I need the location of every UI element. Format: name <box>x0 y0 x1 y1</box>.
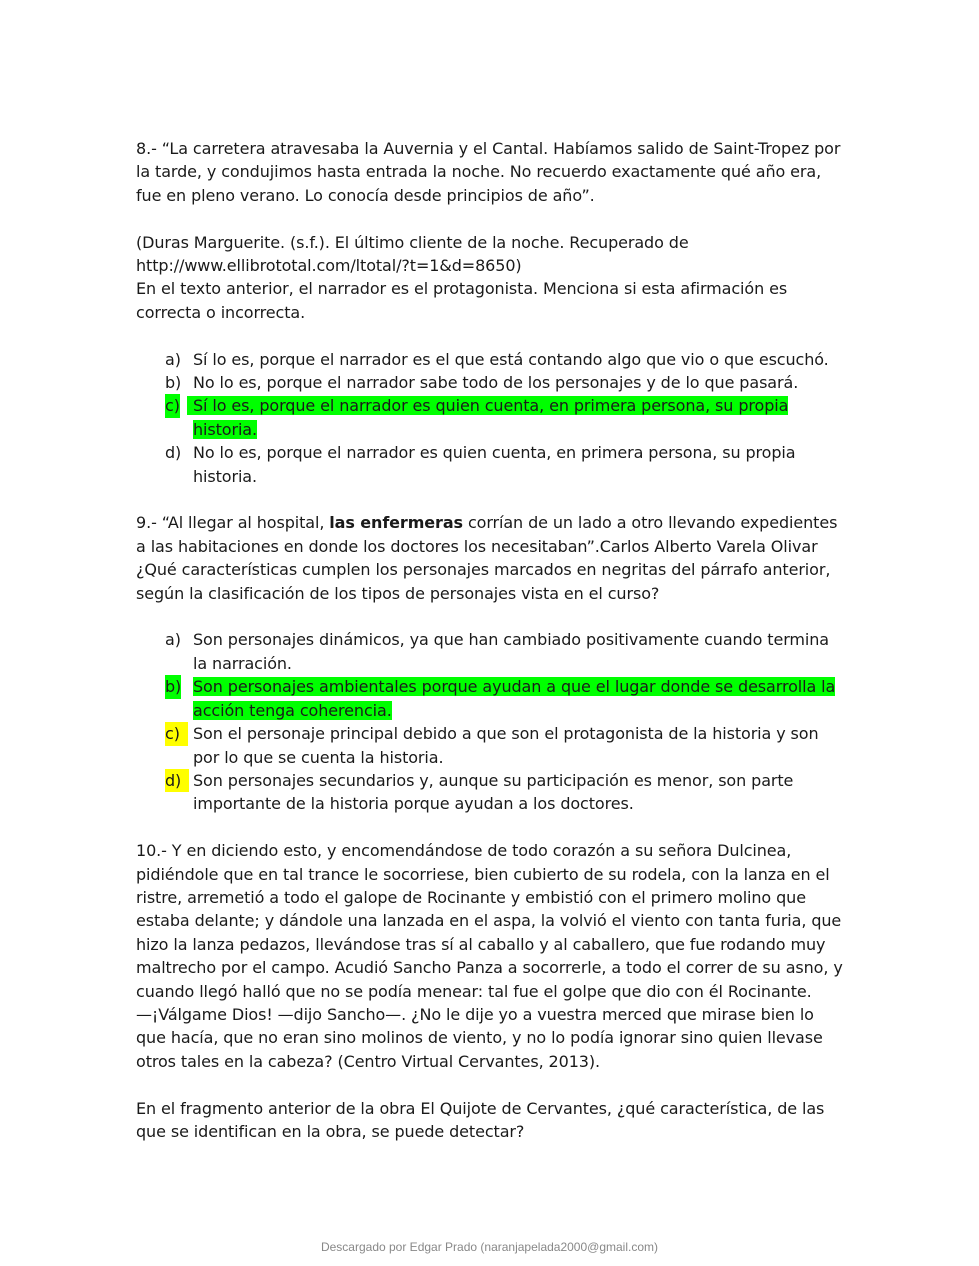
q10-question: En el fragmento anterior de la obra El Quijote de Cervantes, ¿qué característica, de las que se identifican en la obra, se puede detectar? <box>136 1098 825 1141</box>
q8-option-a-text: Sí lo es, porque el narrador es el que está contando algo que vio o que escuchó. <box>193 349 829 369</box>
q8-option-c <box>136 394 846 441</box>
q8-option-b <box>136 371 846 394</box>
q9-option-d <box>136 769 846 816</box>
q9-option-a-text: Son personajes dinámicos, ya que han cambiado positivamente cuando termina la narración. <box>193 630 829 673</box>
q8-option-d-text: No lo es, porque el narrador es quien cuenta, en primera persona, su propia historia. <box>193 443 796 486</box>
q9-option-a <box>136 628 846 675</box>
q9-option-b <box>136 675 846 722</box>
q9-option-c-text: Son el personaje principal debido a que son el protagonista de la historia y son por lo que se cuenta la historia. <box>193 724 819 767</box>
q8-option-c-letter: c) <box>165 394 180 417</box>
q9-quote-end: corrían de un lado a otro llevando expedientes a las habitaciones en donde los doctores los necesitaban”.Carlos Alberto Varela Olivar <box>136 513 838 556</box>
q10-dialogue: —¡Válgame Dios! —dijo Sancho—. ¿No le dije yo a vuestra merced que mirase bien lo que hacía, que no eran sino molinos de viento, y no lo podía ignorar sino quien llevase otros tales en la cabeza? (Centro Virtual Cervantes, 2013). <box>136 1004 823 1071</box>
q9-quote-start: 9.- “Al llegar al hospital, <box>136 513 330 533</box>
q8-option-d <box>136 441 846 488</box>
q8-question: En el texto anterior, el narrador es el protagonista. Menciona si esta afirmación es correcta o incorrecta. <box>136 279 788 322</box>
q9-option-a-letter: a) <box>165 630 181 650</box>
q8-option-d-letter: d) <box>165 443 182 463</box>
q8-option-b-letter: b) <box>165 373 182 393</box>
q9-option-c-letter: c) <box>165 722 188 745</box>
q8-source: (Duras Marguerite. (s.f.). El último cliente de la noche. Recuperado de http://www.ellibrototal.com/ltotal/?t=1&d=8650) <box>136 232 689 276</box>
q8-quote: 8.- “La carretera atravesaba la Auvernia y el Cantal. Habíamos salido de Saint-Tropez por la tarde, y condujimos hasta entrada la noche. No recuerdo exactamente qué año era, fue en pleno verano. Lo conocía desde principios de año”. <box>136 139 841 205</box>
q8-option-b-text: No lo es, porque el narrador sabe todo de los personajes y de lo que pasará. <box>193 373 799 393</box>
q9-option-b-letter: b) <box>165 675 181 698</box>
q8-option-a-letter: a) <box>165 349 181 369</box>
document-page <box>136 137 846 1143</box>
q9-option-d-text: Son personajes secundarios y, aunque su participación es menor, son parte importante de la historia porque ayudan a los doctores. <box>193 770 794 814</box>
download-footer: Descargado por Edgar Prado (naranjapelada2000@gmail.com) <box>320 1240 659 1254</box>
q10-passage: 10.- Y en diciendo esto, y encomendándose de todo corazón a su señora Dulcinea, pidiéndole que en tal trance le socorriese, bien cubierto de su rodela, con la lanza en el ristre, arremetió a todo el galope de Rocinante y embistió con el primero molino que estaba delante; y dándole una lanzada en el aspa, la volvió el viento con tanta furia, que hizo la lanza pedazos, llevándose tras sí al caballo y al caballero, que fue rodando muy maltrecho por el campo. Acudió Sancho Panza a socorrerle, a todo el correr de su asno, y cuando llegó halló que no se podía menear: tal fue el golpe que dio con él Rocinante. <box>136 841 843 1001</box>
q9-question: ¿Qué características cumplen los personajes marcados en negritas del párrafo anterior, según la clasificación de los tipos de personajes vista en el curso? <box>136 560 831 603</box>
q9-option-c <box>136 722 846 769</box>
q9-option-b-text: Son personajes ambientales porque ayudan a que el lugar donde se desarrolla la acción tenga coherencia. <box>193 677 836 720</box>
q8-option-a <box>136 348 846 371</box>
q9-quote-bold: las enfermeras <box>329 513 463 533</box>
q8-option-c-text: Sí lo es, porque el narrador es quien cuenta, en primera persona, su propia historia. <box>187 396 788 438</box>
q9-quote <box>136 511 846 558</box>
q9-option-d-letter: d) <box>165 769 189 792</box>
